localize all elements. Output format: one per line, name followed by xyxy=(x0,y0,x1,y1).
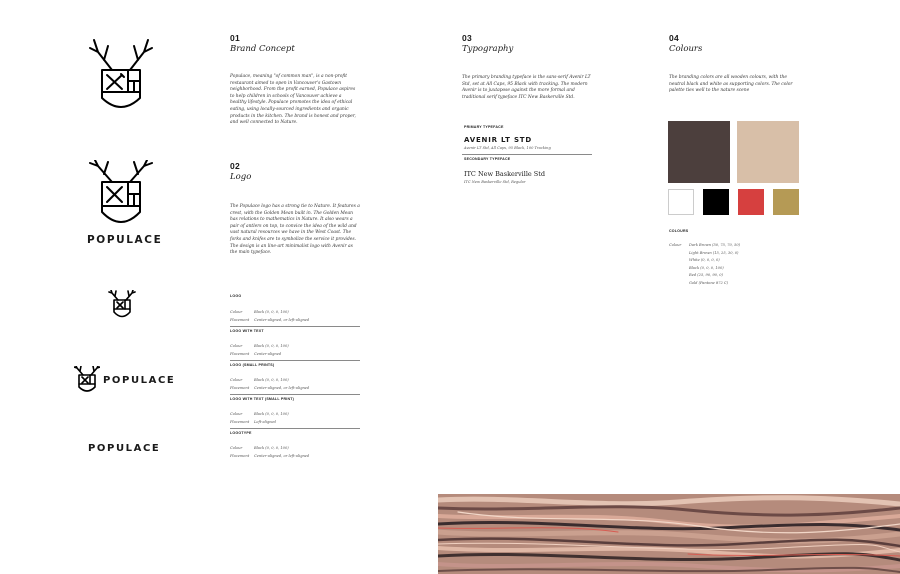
colours-list-label: COLOURS xyxy=(669,229,689,233)
secondary-typeface-sample: ITC New Baskerville Std xyxy=(464,170,546,178)
crest-logo-large xyxy=(88,36,154,124)
spec-divider xyxy=(230,360,360,361)
spec-value: Center-aligned, or left-aligned xyxy=(254,318,310,322)
logo-paragraph: The Populace logo has a strong tie to Nature. It features a crest, with the Golden Mean built in. The Golden Mean has relations to mathematics in Nature. It also wears a pair of antlers on top, to convice the idea of the wild and vast natural resources we have in the West Coast. The forks and knifes are to symbolize the service it provides. The design is an line-art minimalist logo with Avenir as the main typeface. xyxy=(230,204,360,256)
swatch-white xyxy=(668,189,694,215)
spec-value: Black (0, 0, 0, 100) xyxy=(254,344,289,348)
spec-heading: LOGO xyxy=(230,294,242,298)
logotype-wordmark: POPULACE xyxy=(88,443,161,454)
spec-heading: LOGO WITH TEXT (SMALL PRINT) xyxy=(230,397,295,401)
spec-placement-row xyxy=(230,454,309,458)
secondary-typeface-label: SECONDARY TYPEFACE xyxy=(464,157,511,161)
section-title-brand-concept: Brand Concept xyxy=(230,44,295,54)
wordmark-beside-crest: POPULACE xyxy=(103,375,176,386)
spec-key: Placement xyxy=(230,454,250,458)
spec-colour-row xyxy=(230,446,289,450)
colours-list-key: Colour xyxy=(669,243,682,247)
spec-colour-row xyxy=(230,344,289,348)
section-number-brand-concept: 01 xyxy=(230,33,241,43)
spec-key: Placement xyxy=(230,318,250,322)
spec-placement-row xyxy=(230,386,309,390)
spec-key: Colour xyxy=(230,412,243,416)
spec-key: Colour xyxy=(230,378,243,382)
spec-divider xyxy=(230,326,360,327)
spec-value: Center-aligned xyxy=(254,352,282,356)
spec-key: Placement xyxy=(230,420,250,424)
colour-list-item: Red (25, 90, 90, 0) xyxy=(689,273,723,277)
section-number-typography: 03 xyxy=(462,33,473,43)
spec-key: Placement xyxy=(230,386,250,390)
crest-logo-with-text xyxy=(88,160,154,236)
spec-key: Colour xyxy=(230,310,243,314)
primary-typeface-desc: Avenir LT Std, All Caps, 95 Black, 100 Tracking xyxy=(464,146,551,150)
typography-divider xyxy=(462,154,592,155)
spec-divider xyxy=(230,394,360,395)
colour-list-item: Dark Brown (50, 75, 70, 50) xyxy=(689,243,741,247)
spec-value: Black (0, 0, 0, 100) xyxy=(254,310,289,314)
colours-list xyxy=(689,243,740,288)
section-title-logo: Logo xyxy=(230,172,252,182)
spec-key: Colour xyxy=(230,446,243,450)
brand-concept-paragraph: Populace, meaning "of common man", is a non-profit restaurant aimed to open in Vancouver's Gastown neighborhood. From the profit earned, Populace aspires to help children in schools of Vancouver achieve a healthy lifestyle. Populace promotes the idea of ethical eating, using locally-sourced ingredients and organic products in the kitchen. The brand is honest and proper, and well connected to Nature. xyxy=(230,74,356,126)
section-number-logo: 02 xyxy=(230,161,241,171)
spec-heading: LOGO (SMALL PRINTS) xyxy=(230,363,275,367)
spec-placement-row xyxy=(230,352,281,356)
swatch-light-brown xyxy=(737,121,799,183)
swatch-dark-brown xyxy=(668,121,730,183)
spec-divider xyxy=(230,428,360,429)
spec-heading: LOGOTYPE xyxy=(230,431,252,435)
spec-value: Left-aligned xyxy=(254,420,276,424)
primary-typeface-sample: AVENIR LT STD xyxy=(464,136,532,144)
colour-list-item: Gold (Pantone 872 C) xyxy=(689,280,729,285)
typography-paragraph: The primary branding typeface is the sans-serif Avenir LT Std, set at All Caps, 95 Black with tracking. The modern Avenir is to juxtapose against the more formal and traditional serif typeface ITC New Baskerville Std. xyxy=(462,75,591,100)
colour-list-item: White (0, 0, 0, 0) xyxy=(689,258,720,262)
spec-colour-row xyxy=(230,378,289,382)
secondary-typeface-desc: ITC New Baskerville Std, Regular xyxy=(464,180,526,184)
crest-logo-small xyxy=(108,290,136,322)
logo-specs xyxy=(230,294,362,464)
wood-texture-image xyxy=(438,494,900,574)
swatch-gold xyxy=(773,189,799,215)
spec-value: Black (0, 0, 0, 100) xyxy=(254,378,289,382)
spec-placement-row xyxy=(230,420,276,424)
wordmark-under-crest: POPULACE xyxy=(87,234,163,246)
spec-key: Colour xyxy=(230,344,243,348)
spec-value: Black (0, 0, 0, 100) xyxy=(254,412,289,416)
section-number-colours: 04 xyxy=(669,33,680,43)
spec-value: Center-aligned, or left-aligned xyxy=(254,386,310,390)
colour-list-item: Black (0, 0, 0, 100) xyxy=(689,265,724,270)
spec-colour-row xyxy=(230,412,289,416)
spec-colour-row xyxy=(230,310,289,314)
spec-value: Black (0, 0, 0, 100) xyxy=(254,446,289,450)
spec-heading: LOGO WITH TEXT xyxy=(230,329,264,333)
section-title-colours: Colours xyxy=(669,44,703,54)
primary-typeface-label: PRIMARY TYPEFACE xyxy=(464,125,504,129)
spec-value: Center-aligned, or left-aligned xyxy=(254,454,310,458)
colours-paragraph: The branding colors are all wooden colours, with the neutral black and white as supporting colors. The color palette ties well to the nature scene xyxy=(669,75,793,94)
spec-placement-row xyxy=(230,318,309,322)
section-title-typography: Typography xyxy=(462,44,514,54)
colour-list-item: Light Brown (15, 25, 30, 0) xyxy=(689,250,739,255)
swatch-black xyxy=(703,189,729,215)
crest-logo-inline xyxy=(74,366,100,396)
swatch-red xyxy=(738,189,764,215)
spec-key: Placement xyxy=(230,352,250,356)
